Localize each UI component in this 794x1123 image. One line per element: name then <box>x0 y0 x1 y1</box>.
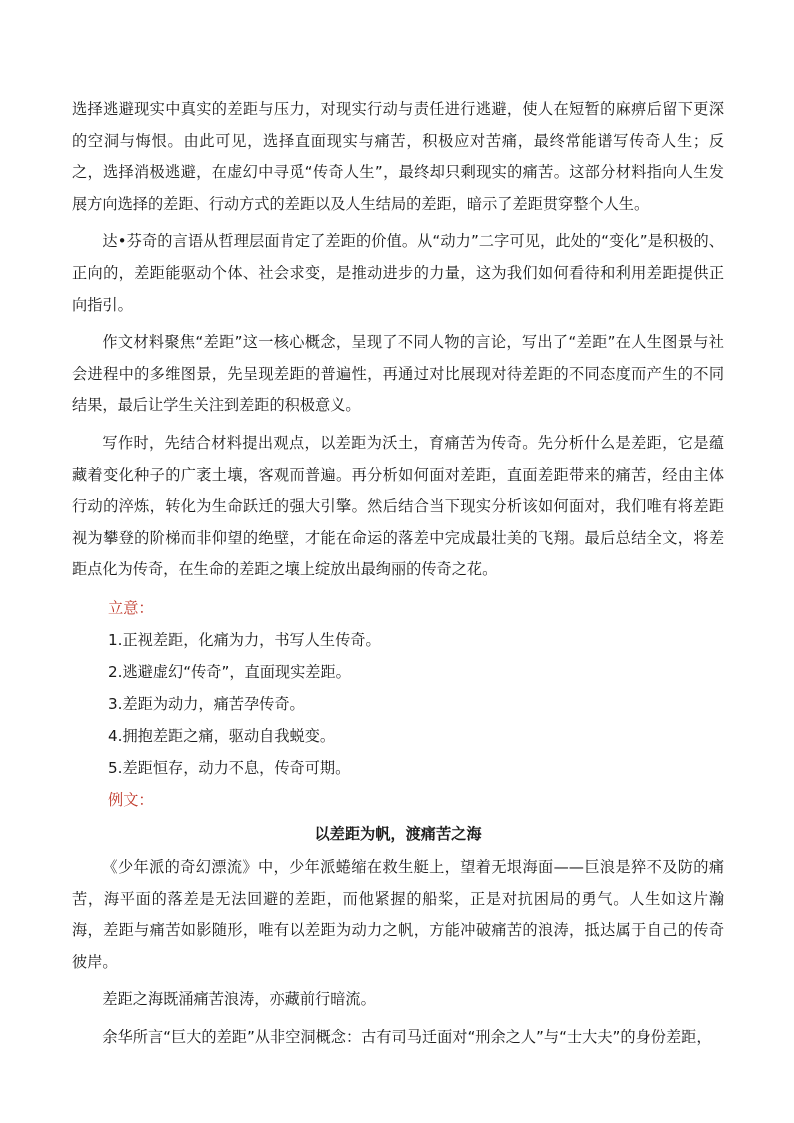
liyi-item-3: 3.差距为动力，痛苦孕传奇。 <box>108 694 305 713</box>
essay-title: 以差距为帆，渡痛苦之海 <box>314 824 482 843</box>
liyi-item-5: 5.差距恒存，动力不息，传奇可期。 <box>108 758 351 777</box>
liyi-item-1: 1.正视差距，化痛为力，书写人生传奇。 <box>108 630 381 649</box>
paragraph-1: 选择逃避现实中真实的差距与压力，对现实行动与责任进行逃避，使人在短暂的麻痹后留下更深的空洞与悔恨。由此可见，选择直面现实与痛苦，积极应对苦痛，最终常能谱写传奇人生；反之，选择消极逃避，在虚幻中寻觅“传奇人生”，最终却只剩现实的痛苦。这部分材料指向人生发展方向选择的差距、行动方式的差距以及人生结局的差距，暗示了差距贯穿整个人生。 <box>72 100 724 213</box>
paragraph-4: 写作时，先结合材料提出观点，以差距为沃土，育痛苦为传奇。先分析什么是差距，它是蕴藏着变化种子的广袤土壤，客观而普遍。再分析如何面对差距，直面差距带来的痛苦，经由主体行动的淬炼，转化为生命跃迁的强大引擎。然后结合当下现实分析该如何面对，我们唯有将差距视为攀登的阶梯而非仰望的绝壁，才能在命运的落差中完成最壮美的飞翔。最后总结全文，将差距点化为传奇，在生命的差距之壤上绽放出最绚丽的传奇之花。 <box>72 433 724 579</box>
document-body <box>72 94 724 1059</box>
liyi-heading: 立意： <box>108 598 154 617</box>
essay-paragraph-3: 余华所言“巨大的差距”从非空洞概念：古有司马迁面对“刑余之人”与“士大夫”的身份差距， <box>102 1027 712 1046</box>
paragraph-3: 作文材料聚焦“差距”这一核心概念，呈现了不同人物的言论，写出了“差距”在人生图景与社会进程中的多维图景，先呈现差距的普遍性，再通过对比展现对待差距的不同态度而产生的不同结果，最后让学生关注到差距的积极意义。 <box>72 333 724 415</box>
liyi-item-2: 2.逃避虚幻“传奇”，直面现实差距。 <box>108 662 351 681</box>
essay-paragraph-1: 《少年派的奇幻漂流》中，少年派蜷缩在救生艇上，望着无垠海面——巨浪是猝不及防的痛苦，海平面的落差是无法回避的差距，而他紧握的船桨，正是对抗困局的勇气。人生如这片瀚海，差距与痛苦如影随形，唯有以差距为动力之帆，方能冲破痛苦的浪涛，抵达属于自己的传奇彼岸。 <box>72 857 724 971</box>
essay-heading: 例文： <box>108 790 154 809</box>
paragraph-2: 达•芬奇的言语从哲理层面肯定了差距的价值。从“动力”二字可见，此处的“变化”是积极的、正向的，差距能驱动个体、社会求变，是推动进步的力量，这为我们如何看待和利用差距提供正向指引。 <box>72 232 724 314</box>
liyi-item-4: 4.拥抱差距之痛，驱动自我蜕变。 <box>108 726 336 745</box>
essay-paragraph-2: 差距之海既涌痛苦浪涛，亦藏前行暗流。 <box>102 990 376 1009</box>
